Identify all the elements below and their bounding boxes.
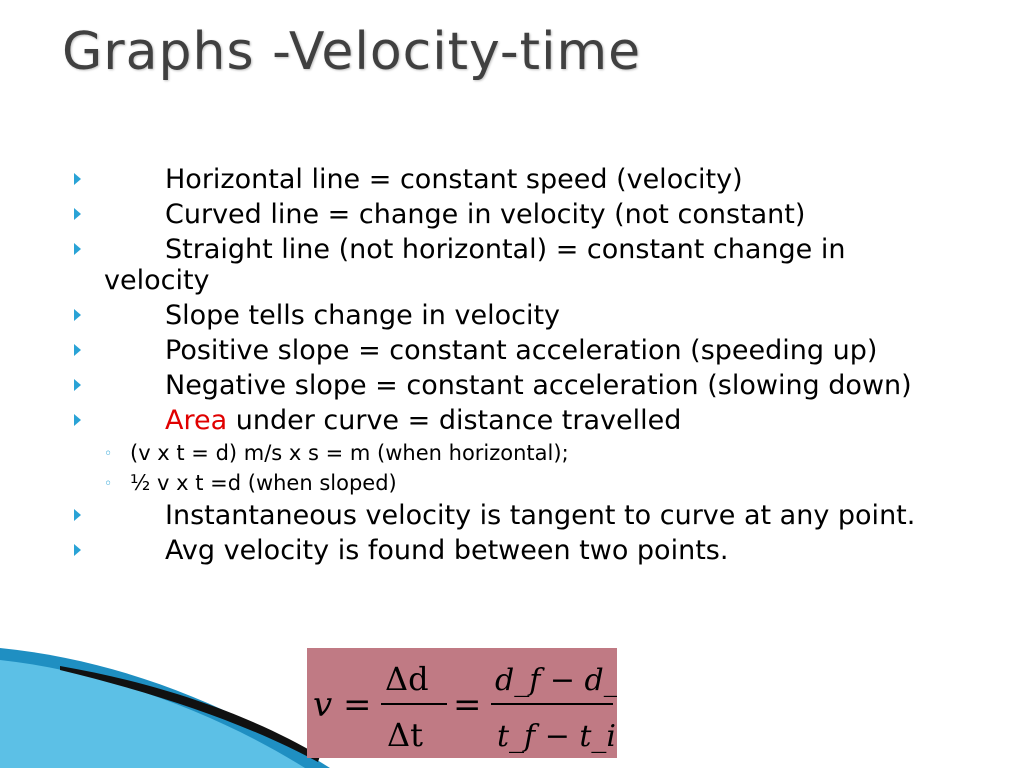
formula-lhs: v = xyxy=(313,685,372,725)
bullet-arrow-icon xyxy=(74,173,81,185)
bullet-text: Instantaneous velocity is tangent to curve at any point. xyxy=(165,500,916,531)
formula-den2: t_f − t_i xyxy=(497,719,617,754)
formula-den1: Δt xyxy=(387,716,423,754)
bullet-text-rest: under curve = distance travelled xyxy=(227,405,682,436)
bullet-item xyxy=(74,535,954,566)
slide-title: Graphs -Velocity-time xyxy=(62,22,642,82)
sub-bullet-circle-icon: ◦ xyxy=(104,446,113,462)
bullet-item xyxy=(74,500,954,531)
sub-bullet-text: (v x t = d) m/s x s = m (when horizontal); xyxy=(130,441,569,465)
bullet-item xyxy=(74,335,954,366)
sub-bullet-text: ½ v x t =d (when sloped) xyxy=(130,471,397,495)
bullet-item xyxy=(74,370,954,401)
velocity-formula-image xyxy=(307,648,617,758)
bullet-arrow-icon xyxy=(74,243,81,255)
formula-num1: Δd xyxy=(385,660,429,698)
bullet-arrow-icon xyxy=(74,509,81,521)
bullet-text: Slope tells change in velocity xyxy=(165,300,561,331)
bullet-item xyxy=(74,164,954,195)
bullet-arrow-icon xyxy=(74,544,81,556)
sub-bullet-item xyxy=(74,440,954,466)
bullet-text: Curved line = change in velocity (not constant) xyxy=(165,199,806,230)
bullet-list xyxy=(74,164,954,570)
bullet-text xyxy=(104,405,681,436)
bullet-text: Straight line (not horizontal) = constant change in velocity xyxy=(104,234,846,296)
bullet-arrow-icon xyxy=(74,414,81,426)
bullet-arrow-icon xyxy=(74,344,81,356)
sub-bullet-circle-icon: ◦ xyxy=(104,476,113,492)
sub-bullet-item xyxy=(74,470,954,496)
bullet-item xyxy=(74,300,954,331)
bullet-arrow-icon xyxy=(74,379,81,391)
bullet-arrow-icon xyxy=(74,309,81,321)
formula-eq: = xyxy=(453,685,482,725)
bullet-item xyxy=(74,199,954,230)
velocity-formula xyxy=(307,648,617,758)
bullet-text: Positive slope = constant acceleration (speeding up) xyxy=(165,335,878,366)
bullet-item xyxy=(74,405,954,436)
bullet-text: Horizontal line = constant speed (velocity) xyxy=(165,164,743,195)
bullet-text: Avg velocity is found between two points. xyxy=(165,535,729,566)
bullet-item xyxy=(74,234,954,296)
bullet-arrow-icon xyxy=(74,208,81,220)
bullet-text: Negative slope = constant acceleration (slowing down) xyxy=(165,370,912,401)
formula-num2: d_f − d_i xyxy=(495,663,617,698)
highlight-word: Area xyxy=(165,405,228,436)
